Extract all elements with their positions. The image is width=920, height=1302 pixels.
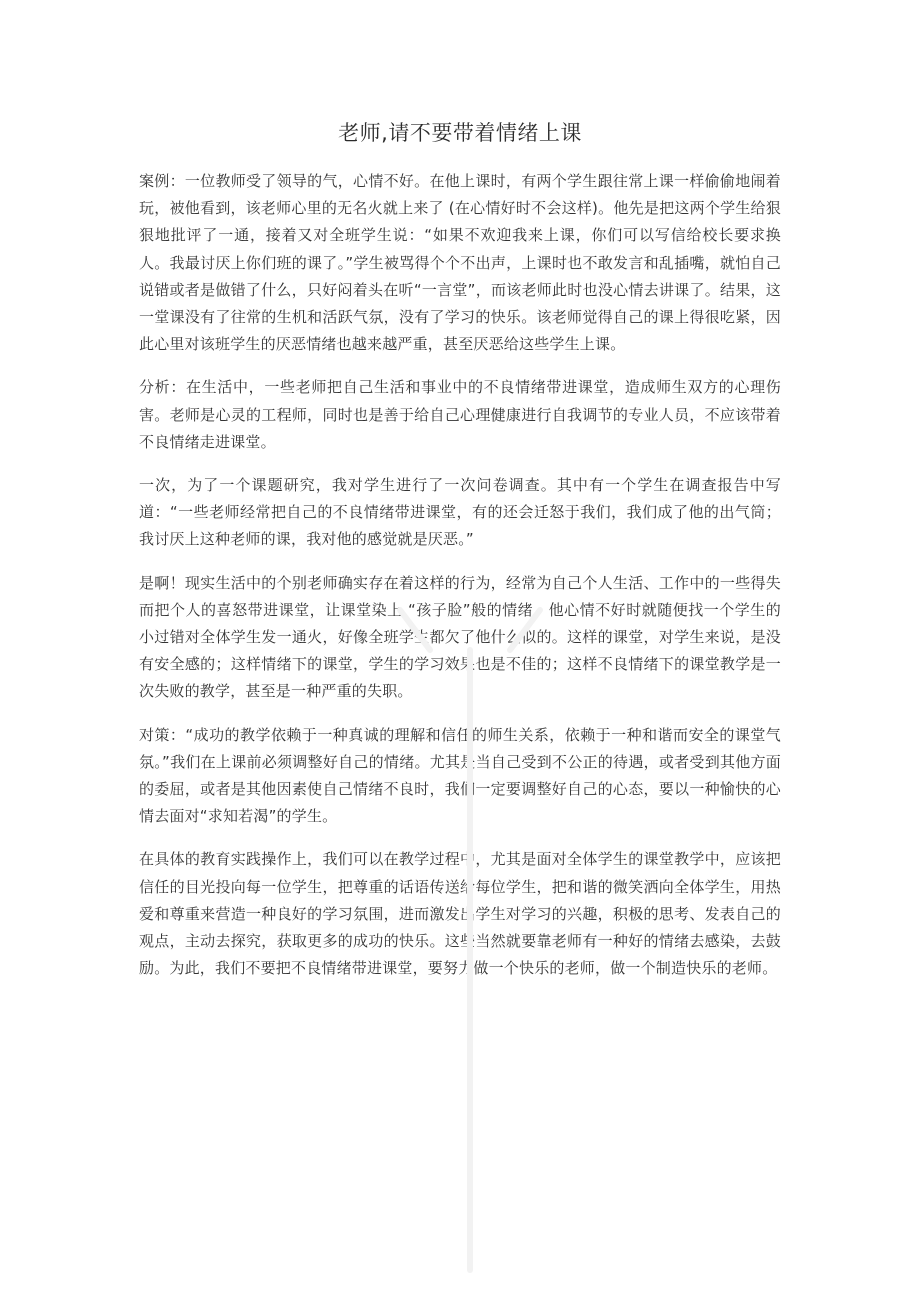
paragraph-practice: 在具体的教育实践操作上，我们可以在教学过程中，尤其是面对全体学生的课堂教学中，应该把信任的目光投向每一位学生，把尊重的话语传送给每位学生，把和谐的微笑洒向全体学生，用热爱和尊重来营造一种良好的学习氛围，进而激发出学生对学习的兴趣，积极的思考、发表自己的观点，主动去探究，获取更多的成功的快乐。这些当然就要靠老师有一种好的情绪去感染，去鼓励。为此，我们不要把不良情绪带进课堂，要努力做一个快乐的老师，做一个制造快乐的老师。 [139, 850, 781, 978]
paragraph-survey: 一次，为了一个课题研究，我对学生进行了一次问卷调查。其中有一个学生在调查报告中写道：“一些老师经常把自己的不良情绪带进课堂，有的还会迁怒于我们，我们成了他的出气筒；我讨厌上这种老师的课，我对他的感觉就是厌恶。” [139, 476, 781, 549]
document-title: 老师,请不要带着情绪上课 [338, 121, 582, 145]
document-body [139, 168, 781, 998]
paragraph-case: 案例：一位教师受了领导的气，心情不好。在他上课时，有两个学生跟往常上课一样偷偷地闹着玩，被他看到，该老师心里的无名火就上来了 (在心情好时不会这样)。他先是把这两个学生给狠狠地批评了一通，接着又对全班学生说：“如果不欢迎我来上课，你们可以写信给校长要求换人。我最讨厌上你们班的课了。”学生被骂得个个不出声，上课时也不敢发言和乱插嘴，就怕自己说错或者是做错了什么，只好闷着头在听“一言堂”，而该老师此时也没心情去讲课了。结果，这一堂课没有了往常的生机和活跃气氛，没有了学习的快乐。该老师觉得自己的课上得很吃紧，因此心里对该班学生的厌恶情绪也越来越严重，甚至厌恶给这些学生上课。 [139, 172, 781, 354]
paragraph-analysis: 分析：在生活中，一些老师把自己生活和事业中的不良情绪带进课堂，造成师生双方的心理伤害。老师是心灵的工程师，同时也是善于给自己心理健康进行自我调节的专业人员，不应该带着不良情绪走进课堂。 [139, 378, 781, 451]
paragraph-reality: 是啊！现实生活中的个别老师确实存在着这样的行为，经常为自己个人生活、工作中的一些得失而把个人的喜怒带进课堂，让课堂染上 “孩子脸”般的情绪。他心情不好时就随便找一个学生的小过错对全体学生发一通火，好像全班学生都欠了他什么似的。这样的课堂，对学生来说，是没有安全感的；这样情绪下的课堂，学生的学习效果也是不佳的；这样不良情绪下的课堂教学是一次失败的教学，甚至是一种严重的失职。 [139, 573, 781, 701]
paragraph-strategy: 对策：“成功的教学依赖于一种真诚的理解和信任的师生关系，依赖于一种和谐而安全的课堂气氛。”我们在上课前必须调整好自己的情绪。尤其是当自己受到不公正的待遇，或者受到其他方面的委屈，或者是其他因素使自己情绪不良时，我们一定要调整好自己的心态，要以一种愉快的心情去面对“求知若渴”的学生。 [139, 725, 781, 826]
